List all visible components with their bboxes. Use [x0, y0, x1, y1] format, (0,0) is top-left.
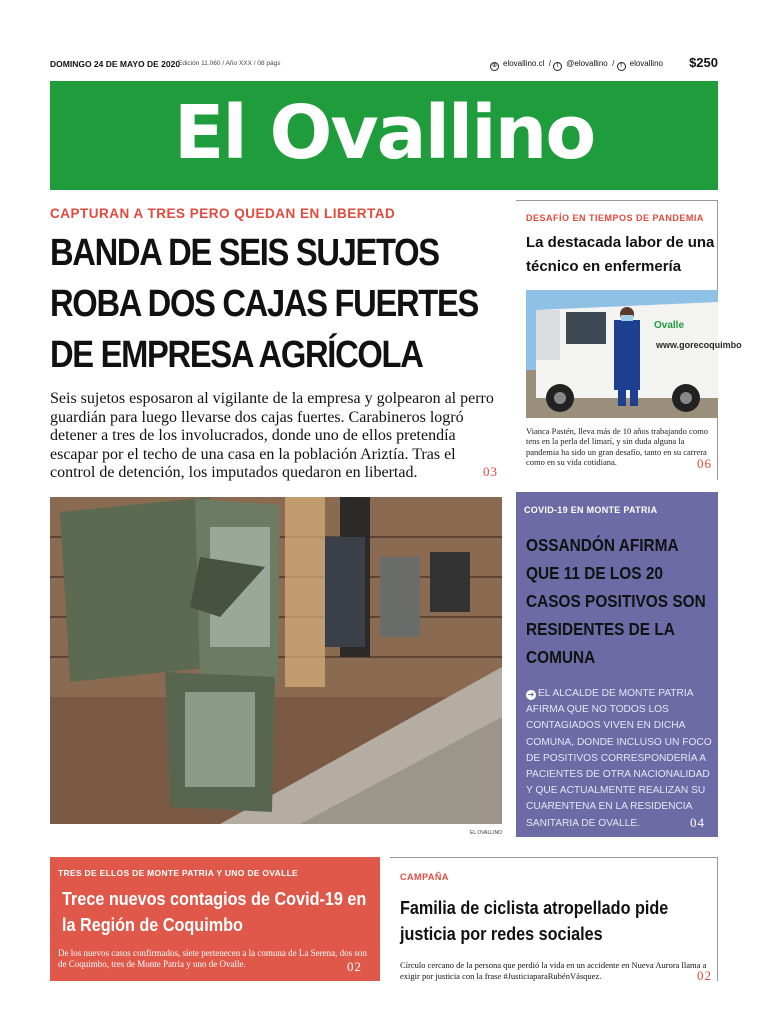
- campana-summary: Círculo cercano de la persona que perdió la vida en un accidente en Nueva Aurora llama a exigir por justicia con la frase #JusticiaparaRubénVásquez.: [400, 960, 707, 981]
- page-ref-covid[interactable]: 04: [690, 815, 705, 830]
- top-bar: [50, 56, 718, 72]
- van-logo: Ovalle: [654, 320, 685, 331]
- nurse-photo: [526, 290, 742, 418]
- page-ref-lead[interactable]: 03: [483, 464, 498, 479]
- campana-kicker: CAMPAÑA: [400, 872, 449, 882]
- side-kicker: DESAFÍO EN TIEMPOS DE PANDEMIA: [526, 213, 704, 223]
- facebook-icon: f: [617, 62, 626, 71]
- lead-summary: Seis sujetos esposaron al vigilante de la empresa y golpearon al perro guardián para luego llevarse dos cajas fuertes. Carabineros logró detener a tres de los involucrados, donde uno de ellos pretendía escapar por el techo de una casa en la población Ariztía. Tras el control de detención, los imputados quedaron en libertad.: [50, 390, 494, 481]
- masthead: [50, 81, 718, 190]
- photo-credit: EL OVALLINO: [470, 830, 502, 836]
- covid-kicker: COVID-19 EN MONTE PATRIA: [524, 505, 658, 515]
- arrow-right-icon: ➜: [527, 690, 535, 699]
- campana-headline[interactable]: Familia de ciclista atropellado pide justicia por redes sociales: [400, 898, 669, 944]
- edition-info: Edición 11.060 / Año XXX / 08 págs: [178, 60, 281, 67]
- facebook-handle[interactable]: elovallino: [629, 59, 663, 68]
- covid-summary: [526, 686, 714, 832]
- globe-icon: ⊕: [491, 63, 498, 69]
- price: $250: [689, 55, 718, 70]
- covid-summary-text: EL ALCALDE DE MONTE PATRIA AFIRMA QUE NO TODOS LOS CONTAGIADOS VIVEN EN DICHA COMUNA, DONDE INCLUSO UN FOCO DE POSITIVOS CORRESPONDERÍA A PACIENTES DE OTRA NACIONALIDAD Y QUE ACTUALMENTE REALIZAN SU CUARENTENA EN LA RESIDENCIA SANITARIA DE OVALLE.: [526, 688, 712, 829]
- website-link[interactable]: elovallino.cl: [503, 59, 545, 68]
- page-ref-side[interactable]: 06: [697, 456, 712, 471]
- covid-headline[interactable]: OSSANDÓN AFIRMA QUE 11 DE LOS 20 CASOS POSITIVOS SON RESIDENTES DE LA COMUNA: [526, 535, 706, 667]
- contagios-headline[interactable]: Trece nuevos contagios de Covid-19 en la Región de Coquimbo: [62, 889, 367, 935]
- page-ref-contagios[interactable]: 02: [347, 959, 362, 974]
- side-headline[interactable]: La destacada labor de una técnico en enfermería: [526, 234, 715, 275]
- twitter-handle[interactable]: @elovallino: [566, 59, 608, 68]
- lead-headline[interactable]: BANDA DE SEIS SUJETOS ROBA DOS CAJAS FUERTES DE EMPRESA AGRÍCOLA: [50, 232, 478, 376]
- newspaper-title: El Ovallino: [173, 90, 595, 176]
- van-text: www.gorecoquimbo: [656, 340, 742, 350]
- contagios-summary: De los nuevos casos confirmados, siete pertenecen a la comuna de La Serena, dos son de Coquimbo, tres de Monte Patria y uno de Ovalle.: [58, 948, 367, 969]
- lead-kicker: CAPTURAN A TRES PERO QUEDAN EN LIBERTAD: [50, 206, 396, 221]
- page-ref-campana[interactable]: 02: [697, 968, 712, 983]
- contagios-kicker: TRES DE ELLOS DE MONTE PATRIA Y UNO DE OVALLE: [58, 868, 299, 878]
- issue-date: DOMINGO 24 DE MAYO DE 2020: [50, 59, 181, 69]
- side-caption: Vianca Pastén, lleva más de 10 años trabajando como tens en la perla del limarí, y sin duda alguna la pandemia ha sido un gran desafío, tanto en su carrera como en su vida cotidiana.: [526, 426, 708, 467]
- twitter-icon: t: [553, 62, 562, 71]
- social-links: ⊕ elovallino.cl / t @elovallino / f elovallino: [491, 59, 663, 69]
- safes-photo: [50, 497, 502, 824]
